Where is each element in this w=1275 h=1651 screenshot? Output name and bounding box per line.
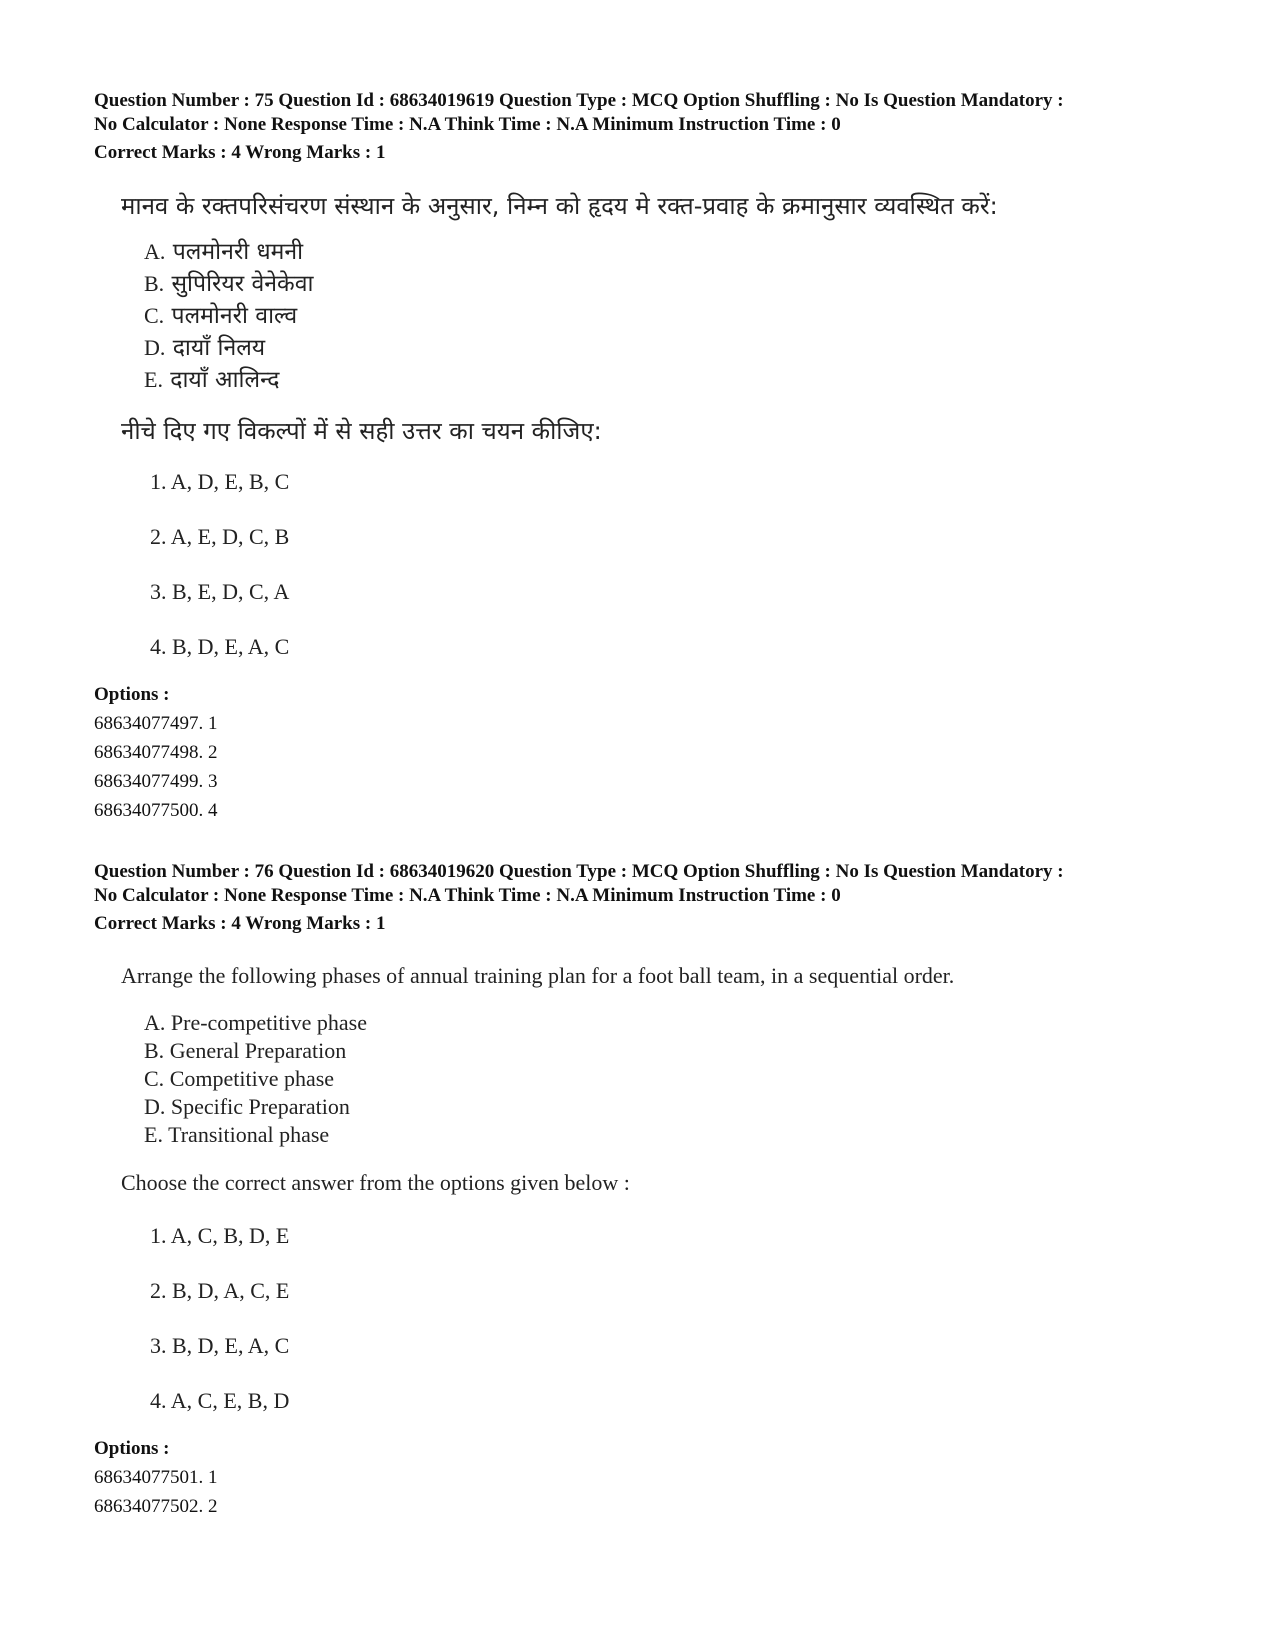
item-text: सुपिरियर वेनेकेवा <box>171 271 314 297</box>
item-text: पलमोनरी धमनी <box>172 239 304 265</box>
question-stem: मानव के रक्तपरिसंचरण संस्थान के अनुसार, निम्न को हृदय मे रक्त-प्रवाह के क्रमानुसार व्यवस्थित करें: <box>121 192 998 220</box>
answer-choices <box>94 1221 1214 1441</box>
item-text: दायाँ आलिन्द <box>170 367 280 393</box>
options-heading: Options : <box>94 684 170 705</box>
list-item <box>144 300 1214 332</box>
item-text: Competitive phase <box>169 1066 335 1091</box>
option-id-item: 68634077501. 1 <box>94 1467 218 1488</box>
list-item <box>144 236 1214 268</box>
question-76 <box>94 860 1214 1521</box>
answer-choice: 1. A, C, B, D, E <box>150 1223 290 1248</box>
item-letter: B. <box>144 1038 165 1063</box>
item-text: दायाँ निलय <box>172 335 266 361</box>
list-item <box>144 1009 1214 1037</box>
item-letter: C. <box>144 303 165 328</box>
question-meta-line1: Question Number : 75 Question Id : 68634019619 Question Type : MCQ Option Shuffling : No Is Question Mandatory : <box>94 90 1064 111</box>
item-letter: C. <box>144 1066 165 1091</box>
item-text: पलमोनरी वाल्व <box>171 303 298 329</box>
item-letter: E. <box>144 1122 163 1147</box>
item-letter: D. <box>144 335 166 360</box>
question-meta-line2: No Calculator : None Response Time : N.A Think Time : N.A Minimum Instruction Time : 0 <box>94 885 841 906</box>
answer-choice: 3. B, E, D, C, A <box>150 579 290 604</box>
answer-choice: 1. A, D, E, B, C <box>150 469 290 494</box>
answer-choice: 2. A, E, D, C, B <box>150 524 290 549</box>
list-item <box>144 1065 1214 1093</box>
item-text: General Preparation <box>169 1038 347 1063</box>
option-id-list <box>94 1463 1214 1521</box>
marks-line: Correct Marks : 4 Wrong Marks : 1 <box>94 142 386 163</box>
option-id-list <box>94 709 1214 825</box>
list-item <box>144 1121 1214 1149</box>
options-heading: Options : <box>94 1438 170 1459</box>
answer-choice: 4. B, D, E, A, C <box>150 634 290 659</box>
item-letter: D. <box>144 1094 166 1119</box>
answer-choice: 3. B, D, E, A, C <box>150 1333 290 1358</box>
option-id-item: 68634077499. 3 <box>94 771 218 792</box>
answer-choices <box>94 467 1214 687</box>
option-id-item: 68634077498. 2 <box>94 742 218 763</box>
item-letter: E. <box>144 367 163 392</box>
item-text: Pre-competitive phase <box>170 1010 367 1035</box>
question-meta-line2: No Calculator : None Response Time : N.A Think Time : N.A Minimum Instruction Time : 0 <box>94 114 841 135</box>
list-item <box>144 268 1214 300</box>
option-id-item: 68634077500. 4 <box>94 800 218 821</box>
option-id-item: 68634077502. 2 <box>94 1496 218 1517</box>
list-item <box>144 1037 1214 1065</box>
item-letter: B. <box>144 271 165 296</box>
list-item <box>144 332 1214 364</box>
answer-choice: 2. B, D, A, C, E <box>150 1278 290 1303</box>
option-id-item: 68634077497. 1 <box>94 713 218 734</box>
question-stem: Arrange the following phases of annual training plan for a foot ball team, in a sequential order. <box>121 963 955 988</box>
instruction-text: नीचे दिए गए विकल्पों में से सही उत्तर का चयन कीजिए: <box>121 417 602 445</box>
item-list <box>94 1009 1214 1149</box>
list-item <box>144 1093 1214 1121</box>
answer-choice: 4. A, C, E, B, D <box>150 1388 290 1413</box>
item-letter: A. <box>144 239 166 264</box>
item-letter: A. <box>144 1010 166 1035</box>
instruction-text: Choose the correct answer from the options given below : <box>121 1170 630 1195</box>
question-75 <box>94 89 1214 825</box>
marks-line: Correct Marks : 4 Wrong Marks : 1 <box>94 913 386 934</box>
item-text: Transitional phase <box>168 1122 330 1147</box>
item-list <box>94 236 1214 396</box>
question-meta-line1: Question Number : 76 Question Id : 68634019620 Question Type : MCQ Option Shuffling : No Is Question Mandatory : <box>94 861 1064 882</box>
list-item <box>144 364 1214 396</box>
item-text: Specific Preparation <box>170 1094 350 1119</box>
